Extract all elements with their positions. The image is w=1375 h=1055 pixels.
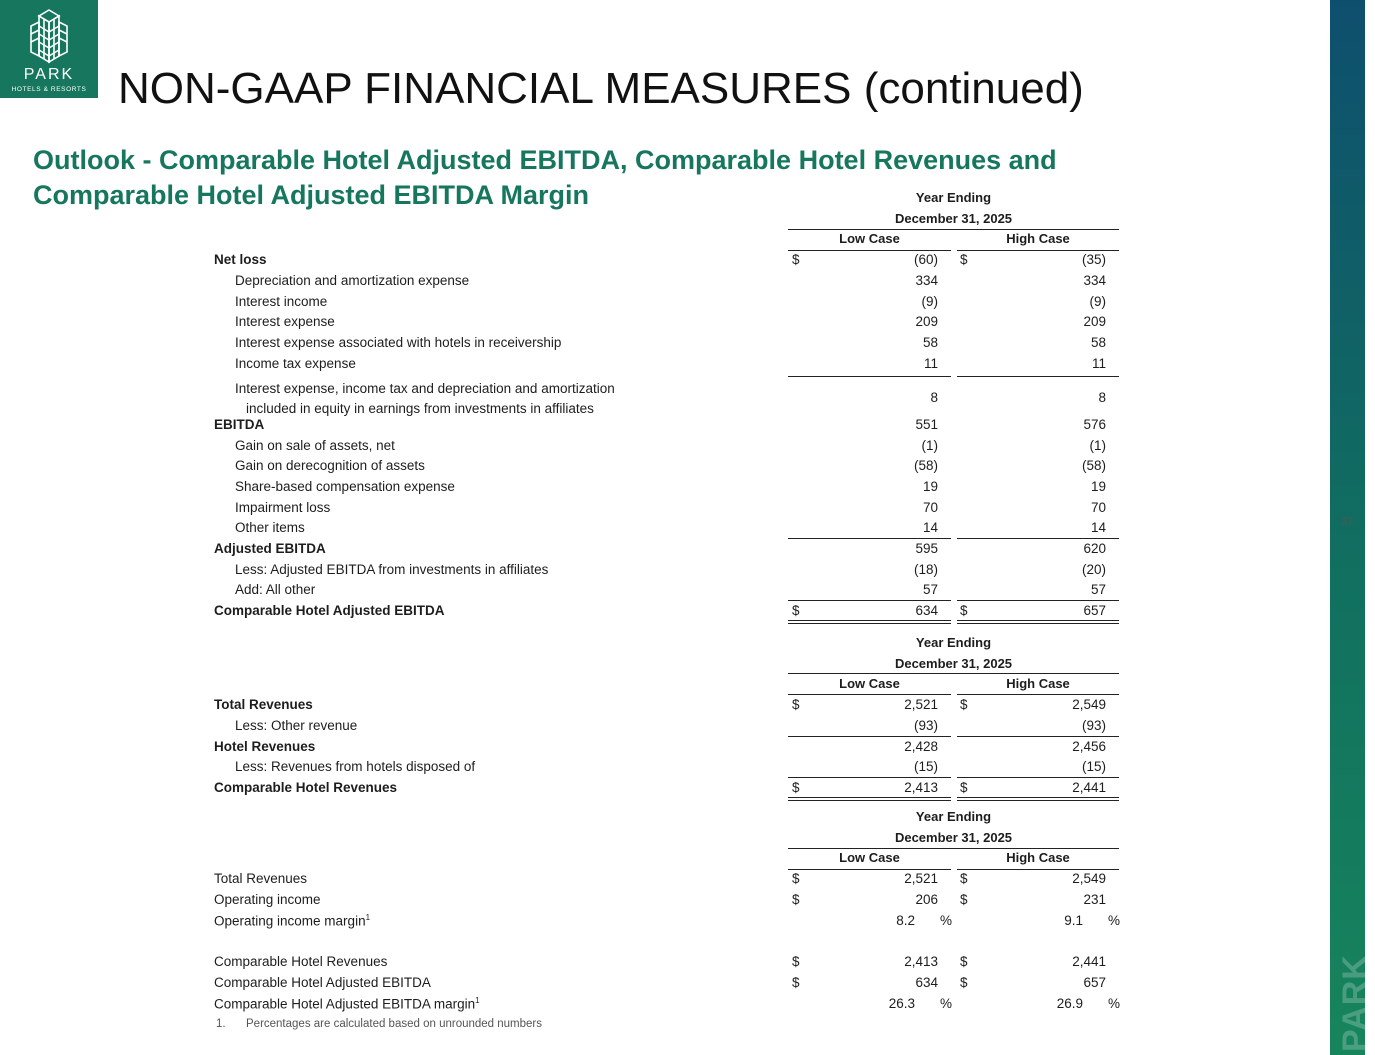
row-label-text: Gain on derecognition of assets [235, 458, 425, 473]
high-case-value: 8 [1098, 390, 1106, 405]
column-header-rule [788, 250, 951, 251]
percent-sign-low: % [940, 913, 953, 928]
subtotal-rule [788, 600, 951, 601]
currency-symbol-high: $ [960, 697, 968, 712]
low-case-value: 551 [915, 417, 938, 432]
high-case-value: (35) [1081, 252, 1106, 267]
table-row [0, 438, 1330, 458]
table-row [0, 562, 1330, 582]
side-watermark: PARK [1336, 954, 1374, 1052]
low-case-value: 19 [922, 479, 938, 494]
table-row [0, 603, 1330, 623]
row-label [235, 479, 455, 494]
currency-symbol-high: $ [960, 975, 968, 990]
row-label [214, 603, 445, 618]
footnote-marker: 1 [475, 996, 480, 1005]
low-case-value: 8 [930, 390, 938, 405]
table-header-year-ending: Year Ending [915, 190, 992, 205]
row-label-text: Adjusted EBITDA [214, 541, 326, 556]
page-number: 37 [1341, 516, 1354, 528]
row-label-text: EBITDA [214, 417, 265, 432]
high-case-value: (58) [1081, 458, 1106, 473]
row-label-text: Comparable Hotel Revenues [214, 954, 388, 969]
high-case-value: 576 [1083, 417, 1106, 432]
currency-symbol-low: $ [792, 871, 800, 886]
low-case-value: 2,413 [904, 780, 938, 795]
row-label-text: Add: All other [235, 582, 316, 597]
percent-sign-high: % [1108, 996, 1121, 1011]
high-case-value: 26.9 [1056, 996, 1083, 1011]
row-label [235, 314, 335, 329]
row-label-text: Interest expense, income tax and depreciation and amortization [235, 381, 615, 396]
high-case-value: (20) [1081, 562, 1106, 577]
low-case-value: 8.2 [896, 913, 915, 928]
table-row [0, 759, 1330, 779]
row-label [235, 562, 548, 577]
logo-subtext: HOTELS & RESORTS [11, 86, 87, 93]
row-label-text: Interest income [235, 294, 328, 309]
high-case-value: 334 [1083, 273, 1106, 288]
high-case-value: 2,441 [1072, 780, 1106, 795]
row-label-text: Impairment loss [235, 500, 331, 515]
currency-symbol-high: $ [960, 252, 968, 267]
row-label-text: Less: Other revenue [235, 718, 358, 733]
row-label [214, 871, 307, 886]
row-label [235, 379, 615, 419]
row-label-text: Gain on sale of assets, net [235, 438, 395, 453]
column-header-rule [957, 694, 1119, 695]
row-label-text: Comparable Hotel Adjusted EBITDA [214, 603, 445, 618]
row-label [214, 975, 431, 990]
row-label [214, 541, 326, 556]
row-label-text: Total Revenues [214, 871, 308, 886]
table-row [0, 871, 1330, 891]
low-case-value: 206 [915, 892, 938, 907]
low-case-value: 634 [915, 975, 938, 990]
currency-symbol-high: $ [960, 954, 968, 969]
table-row [0, 892, 1330, 912]
subtotal-rule [788, 376, 951, 377]
row-label-text: Net loss [214, 252, 267, 267]
subtotal-rule [788, 538, 951, 539]
row-label-text: Comparable Hotel Adjusted EBITDA margin [214, 996, 476, 1012]
subtotal-rule [957, 777, 1119, 778]
row-label [235, 273, 469, 288]
column-header-rule [788, 869, 951, 870]
table-header-date: December 31, 2025 [894, 656, 1013, 671]
high-case-value: 231 [1083, 892, 1106, 907]
table-row [0, 913, 1330, 933]
total-double-rule [788, 620, 951, 624]
table-row [0, 294, 1330, 314]
row-label [214, 892, 321, 907]
high-case-value: 14 [1090, 520, 1106, 535]
table-row [0, 273, 1330, 293]
high-case-value: (15) [1081, 759, 1106, 774]
low-case-value: (9) [921, 294, 938, 309]
footnote-number: 1. [216, 1018, 226, 1030]
table-row [0, 520, 1330, 540]
column-header-low-case: Low Case [839, 850, 900, 865]
low-case-value: 70 [922, 500, 938, 515]
currency-symbol-low: $ [792, 252, 800, 267]
column-header-rule [957, 250, 1119, 251]
footnote-marker: 1 [365, 913, 371, 922]
total-double-rule [957, 620, 1119, 624]
footnote-text: Percentages are calculated based on unrounded numbers [246, 1018, 543, 1030]
row-label-text: Less: Adjusted EBITDA from investments in affiliates [235, 562, 549, 577]
table-row [0, 417, 1330, 437]
currency-symbol-high: $ [960, 871, 968, 886]
table-row [0, 582, 1330, 602]
table-header-year-ending: Year Ending [915, 635, 992, 650]
row-label [235, 718, 357, 733]
park-logo [0, 0, 98, 98]
column-header-high-case: High Case [1006, 231, 1070, 246]
low-case-value: 2,521 [904, 871, 938, 886]
table-row [0, 996, 1330, 1016]
high-case-value: 57 [1090, 582, 1106, 597]
row-label-text: Total Revenues [214, 697, 313, 712]
high-case-value: (93) [1081, 718, 1106, 733]
subtotal-rule [957, 376, 1119, 377]
page-subtitle: Outlook - Comparable Hotel Adjusted EBITDA, Comparable Hotel Revenues and Comparable Hotel Adjusted EBITDA Margin [33, 145, 1057, 210]
row-label [235, 582, 315, 597]
row-label [214, 780, 397, 795]
row-label [214, 954, 387, 969]
row-label [235, 335, 561, 350]
low-case-value: (18) [913, 562, 938, 577]
row-label-text: Depreciation and amortization expense [235, 273, 470, 288]
subtotal-rule [957, 538, 1119, 539]
low-case-value: 634 [915, 603, 938, 618]
subtotal-rule [957, 736, 1119, 737]
subtotal-rule [788, 736, 951, 737]
table-row [0, 780, 1330, 800]
column-header-low-case: Low Case [839, 676, 900, 691]
row-label-text: Other items [235, 520, 305, 535]
row-label-text: Interest expense [235, 314, 335, 329]
high-case-value: 70 [1090, 500, 1106, 515]
table-row [0, 252, 1330, 272]
high-case-value: (1) [1089, 438, 1106, 453]
table-row [0, 975, 1330, 995]
row-label-text: Interest expense associated with hotels in receivership [235, 335, 562, 350]
high-case-value: 11 [1091, 356, 1106, 371]
low-case-value: 26.3 [888, 996, 915, 1011]
currency-symbol-low: $ [792, 975, 800, 990]
row-label-text: Operating income margin [214, 913, 366, 929]
logo-brand: PARK [23, 66, 75, 83]
percent-sign-low: % [940, 996, 953, 1011]
currency-symbol-low: $ [792, 892, 800, 907]
row-label-text: Comparable Hotel Revenues [214, 780, 398, 795]
high-case-value: 58 [1090, 335, 1106, 350]
row-label [214, 252, 267, 267]
table-header-date: December 31, 2025 [894, 830, 1013, 845]
table-header-year-ending: Year Ending [915, 809, 992, 824]
table-row [0, 718, 1330, 738]
row-label [214, 417, 264, 432]
low-case-value: (93) [913, 718, 938, 733]
table-row [0, 500, 1330, 520]
high-case-value: (9) [1089, 294, 1106, 309]
row-label [235, 294, 327, 309]
table-row [0, 954, 1330, 974]
table-row [0, 356, 1330, 376]
row-label [235, 356, 356, 371]
high-case-value: 620 [1083, 541, 1106, 556]
row-label-text: Comparable Hotel Adjusted EBITDA [214, 975, 431, 990]
high-case-value: 657 [1083, 975, 1106, 990]
low-case-value: 57 [922, 582, 938, 597]
percent-sign-high: % [1108, 913, 1121, 928]
high-case-value: 657 [1083, 603, 1106, 618]
low-case-value: (60) [913, 252, 938, 267]
total-double-rule [957, 797, 1119, 801]
high-case-value: 2,441 [1072, 954, 1106, 969]
currency-symbol-high: $ [960, 780, 968, 795]
row-label [214, 913, 370, 929]
low-case-value: 14 [922, 520, 938, 535]
currency-symbol-low: $ [792, 603, 800, 618]
high-case-value: 2,549 [1072, 871, 1106, 886]
row-label [235, 520, 305, 535]
currency-symbol-low: $ [792, 780, 800, 795]
table-header-date: December 31, 2025 [894, 211, 1013, 226]
row-label [235, 759, 475, 774]
row-label [214, 697, 313, 712]
low-case-value: 2,413 [904, 954, 938, 969]
high-case-value: 19 [1090, 479, 1106, 494]
row-label [235, 500, 330, 515]
row-label-text: Operating income [214, 892, 321, 907]
row-label-text: Share-based compensation expense [235, 479, 455, 494]
column-header-low-case: Low Case [839, 231, 900, 246]
table-row [0, 479, 1330, 499]
header-rule [788, 673, 1119, 674]
low-case-value: 334 [915, 273, 938, 288]
currency-symbol-high: $ [960, 892, 968, 907]
header-rule [788, 229, 1119, 230]
column-header-rule [788, 694, 951, 695]
high-case-value: 209 [1083, 314, 1106, 329]
low-case-value: 595 [915, 541, 938, 556]
low-case-value: 2,428 [904, 739, 938, 754]
table-row [0, 379, 1330, 416]
high-case-value: 2,456 [1072, 739, 1106, 754]
low-case-value: 58 [922, 335, 938, 350]
high-case-value: 2,549 [1072, 697, 1106, 712]
row-label [214, 996, 480, 1012]
row-label-text: Hotel Revenues [214, 739, 316, 754]
subtotal-rule [957, 600, 1119, 601]
row-label-text: Income tax expense [235, 356, 356, 371]
currency-symbol-high: $ [960, 603, 968, 618]
row-label-continuation: included in equity in earnings from investments in affiliates [246, 401, 594, 416]
table-row [0, 697, 1330, 717]
column-header-rule [957, 869, 1119, 870]
low-case-value: 11 [923, 356, 938, 371]
table-row [0, 458, 1330, 478]
header-rule [788, 848, 1119, 849]
row-label [235, 458, 425, 473]
table-row [0, 335, 1330, 355]
high-case-value: 9.1 [1064, 913, 1083, 928]
low-case-value: (1) [921, 438, 938, 453]
low-case-value: 209 [915, 314, 938, 329]
subtotal-rule [788, 777, 951, 778]
column-header-high-case: High Case [1006, 676, 1070, 691]
footnote [216, 1018, 542, 1030]
low-case-value: 2,521 [904, 697, 938, 712]
currency-symbol-low: $ [792, 697, 800, 712]
low-case-value: (58) [913, 458, 938, 473]
column-header-high-case: High Case [1006, 850, 1070, 865]
table-row [0, 314, 1330, 334]
low-case-value: (15) [913, 759, 938, 774]
currency-symbol-low: $ [792, 954, 800, 969]
page-title: NON-GAAP FINANCIAL MEASURES (continued) [118, 64, 1084, 113]
row-label [214, 739, 315, 754]
row-label [235, 438, 395, 453]
building-logo-icon [28, 8, 70, 64]
row-label-text: Less: Revenues from hotels disposed of [235, 759, 476, 774]
total-double-rule [788, 797, 951, 801]
table-row [0, 541, 1330, 561]
table-row [0, 739, 1330, 759]
